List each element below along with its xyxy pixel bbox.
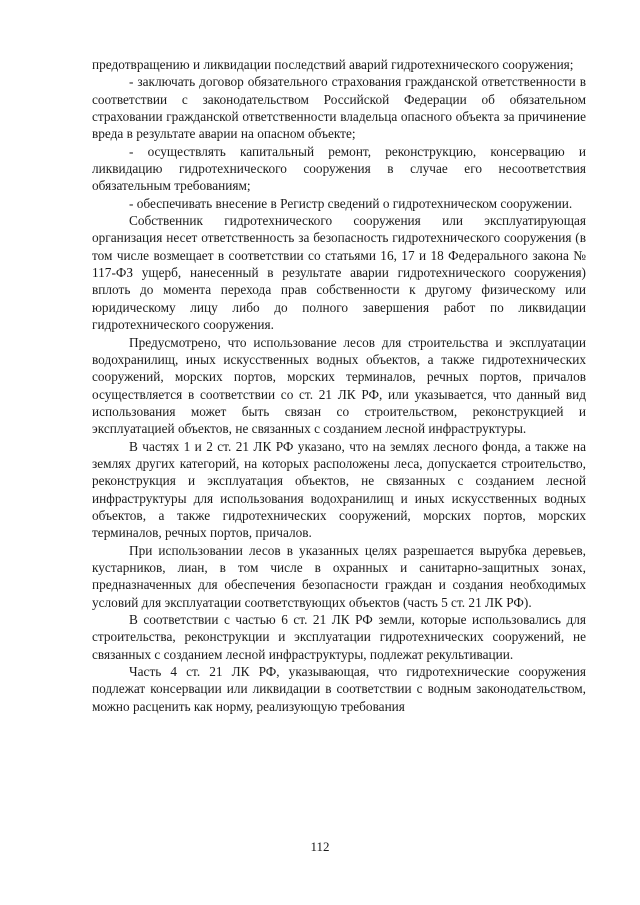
- list-item: - обеспечивать внесение в Регистр сведений о гидротехническом сооружении.: [129, 195, 573, 211]
- paragraph: предотвращению и ликвидации последствий аварий гидротехнического сооружения;: [92, 57, 574, 72]
- paragraph: В соответствии с частью 6 ст. 21 ЛК РФ земли, которые использовались для строительства, реконструкции и эксплуатации гидротехнических сооружений, не связанных с созданием лесной инфраструктуры, подлежат рекультивации.: [92, 612, 586, 662]
- page-number: 112: [310, 839, 330, 854]
- list-item: - заключать договор обязательного страхования гражданской ответственности в соответствии с законодательством Российской Федерации об обязательном страховании гражданской ответственности владельца опасного объекта за причинение вреда в результате аварии на опасном объекте;: [92, 74, 586, 142]
- paragraph: В частях 1 и 2 ст. 21 ЛК РФ указано, что на землях лесного фонда, а также на землях других категорий, на которых расположены леса, допускается строительство, реконструкция и эксплуатация объектов, не связанных с созданием лесной инфраструктуры для использования водохранилищ и иных искусственных водных объектов, а также гидротехнических сооружений, морских портов, морских терминалов, речных портов, причалов.: [92, 438, 586, 541]
- body-text: [92, 56, 586, 715]
- paragraph: Собственник гидротехнического сооружения или эксплуатирующая организация несет ответственность за безопасность гидротехнического сооружения (в том числе возмещает в соответствии со статьями 16, 17 и 18 Федерального закона № 117-ФЗ ущерб, нанесенный в результате аварии гидротехнического сооружения) вплоть до момента перехода прав собственности к другому физическому или юридическому лицу либо до полного завершения работ по ликвидации гидротехнического сооружения.: [92, 213, 586, 333]
- list-item: - осуществлять капитальный ремонт, реконструкцию, консервацию и ликвидацию гидротехнического сооружения в случае его несоответствия обязательным требованиям;: [92, 143, 586, 194]
- paragraph: Предусмотрено, что использование лесов для строительства и эксплуатации водохранилищ, иных искусственных водных объектов, а также гидротехнических сооружений, морских портов, морских терминалов, речных портов, причалов осуществляется в соответствии со ст. 21 ЛК РФ, или указывается, что данный вид использования может быть связан со строительством, реконструкцией и эксплуатацией объектов, не связанных с созданием лесной инфраструктуры.: [92, 334, 586, 437]
- paragraph: Часть 4 ст. 21 ЛК РФ, указывающая, что гидротехнические сооружения подлежат консервации или ликвидации в соответствии с водным законодательством, можно расценить как норму, реализующую требования: [92, 664, 586, 714]
- paragraph: При использовании лесов в указанных целях разрешается вырубка деревьев, кустарников, лиан, в том числе в охранных и санитарно-защитных зонах, предназначенных для обеспечения безопасности граждан и создания необходимых условий для эксплуатации соответствующих объектов (часть 5 ст. 21 ЛК РФ).: [92, 542, 586, 610]
